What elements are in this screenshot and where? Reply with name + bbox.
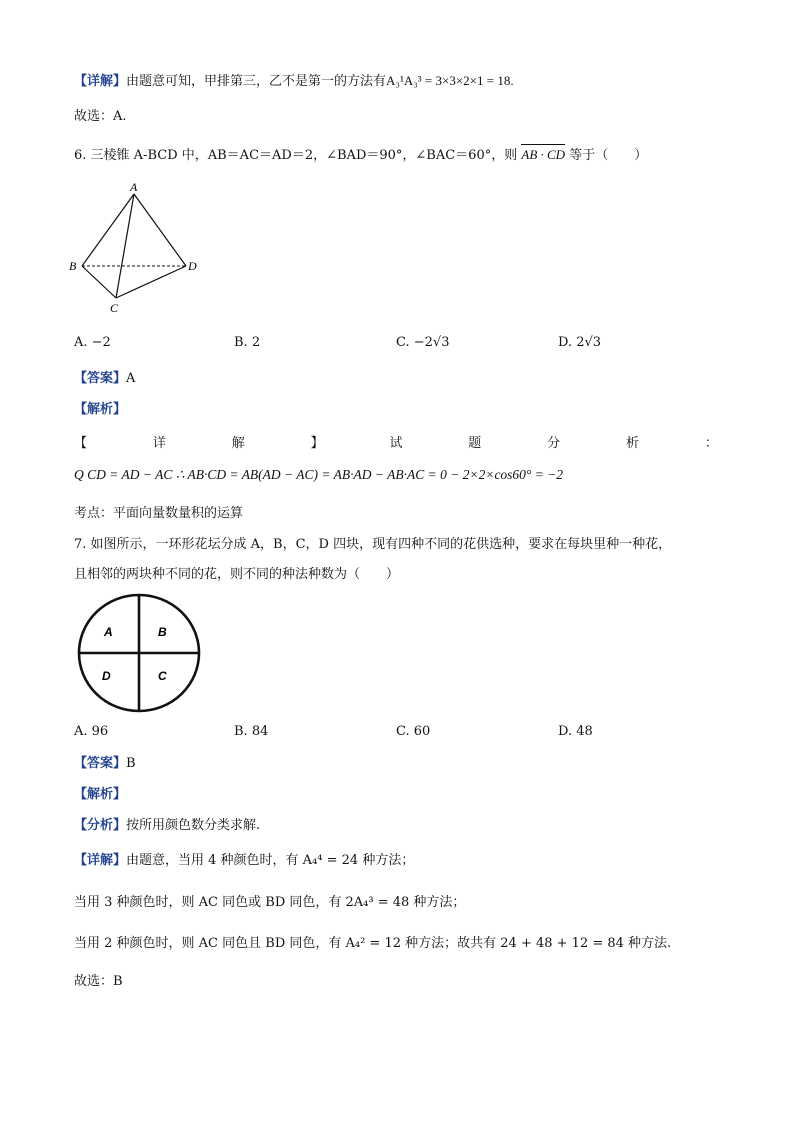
spread-char: ：: [704, 436, 718, 451]
q6-solution: Q CD = AD − AC ∴ AB·CD = AB(AD − AC) = AB·AD − AB·AC = 0 − 2×2×cos60° = −2: [74, 467, 564, 482]
spread-char: 【: [74, 436, 88, 451]
q6-analysis-tag: 【解析】: [74, 402, 127, 417]
region-a: A: [104, 625, 113, 639]
q6-option-d: D. 2√3: [558, 335, 602, 350]
analysis-text: 按所用颜色数分类求解.: [126, 818, 261, 833]
spread-char: 解: [231, 436, 245, 451]
q7-detail-2: 当用 3 种颜色时，则 AC 同色或 BD 同色，有 2A₄³ = 48 种方法；: [74, 895, 466, 910]
label-b: B: [69, 259, 77, 273]
q6-stem-text: 6. 三棱锥 A-BCD 中，AB＝AC＝AD＝2，∠BAD＝90°，∠BAC＝60°，则: [74, 148, 518, 163]
spread-char: 详: [152, 436, 166, 451]
q6-option-c: C. −2√3: [396, 335, 450, 350]
q6-stem: [74, 146, 647, 165]
region-c: C: [158, 669, 167, 683]
spread-char: 析: [626, 436, 640, 451]
q5-choice: 故选：A.: [74, 109, 127, 124]
spread-char: 题: [468, 436, 482, 451]
region-b: B: [158, 625, 167, 639]
spread-char: 试: [389, 436, 403, 451]
q7-stem-line1: 7. 如图所示，一环形花坛分成 A，B，C，D 四块，现有四种不同的花供选种，要求在每块里种一种花，: [74, 537, 672, 552]
region-d: D: [102, 669, 111, 683]
q7-choice: 故选：B: [74, 974, 123, 989]
q7-option-d: D. 48: [558, 724, 593, 739]
q5-detail-line: [74, 72, 514, 91]
q6-option-b: B. 2: [234, 335, 261, 350]
tetrahedron-figure: [66, 178, 216, 318]
detail-tag: 【详解】: [74, 74, 127, 89]
analysis-sub-tag: 【分析】: [74, 818, 127, 833]
q6-topic: 考点：平面向量数量积的运算: [74, 506, 244, 521]
q7-analysis-tag: 【解析】: [74, 787, 127, 802]
q6-answer: [74, 370, 135, 388]
label-a: A: [130, 180, 138, 194]
q7-option-a: A. 96: [74, 724, 109, 739]
label-c: C: [110, 301, 119, 315]
q7-analysis: [74, 817, 260, 835]
q6-option-a: A. −2: [74, 335, 111, 350]
q7-stem-line2: 且相邻的两块种不同的花，则不同的种法种数为（ ）: [74, 567, 400, 582]
answer-value: B: [126, 756, 136, 771]
spread-char: 分: [547, 436, 561, 451]
permutation-formula: A₃¹A₃³ = 3×3×2×1 = 18.: [386, 73, 514, 88]
q7-detail-3: 当用 2 种颜色时，则 AC 同色且 BD 同色，有 A₄² = 12 种方法；故共有 24 + 48 + 12 = 84 种方法.: [74, 936, 672, 951]
q7-answer: [74, 755, 136, 773]
detail-tag: 【详解】: [74, 853, 127, 868]
q7-option-b: B. 84: [234, 724, 269, 739]
spread-char: 】: [310, 436, 324, 451]
q7-option-c: C. 60: [396, 724, 431, 739]
answer-tag: 【答案】: [74, 371, 127, 386]
flowerbed-figure: [72, 590, 206, 730]
q6-stem-end: 等于（ ）: [569, 148, 648, 163]
label-d: D: [188, 259, 197, 273]
answer-tag: 【答案】: [74, 756, 127, 771]
q6-vector-expression: AB · CD: [521, 147, 566, 162]
q7-detail-1: [74, 852, 414, 870]
detail-text: 由题意可知，甲排第三，乙不是第一的方法有: [126, 74, 387, 89]
detail-text: 由题意，当用 4 种颜色时，有 A₄⁴ = 24 种方法；: [126, 853, 415, 868]
q6-detail-spread: [74, 432, 718, 451]
answer-value: A: [126, 371, 136, 386]
